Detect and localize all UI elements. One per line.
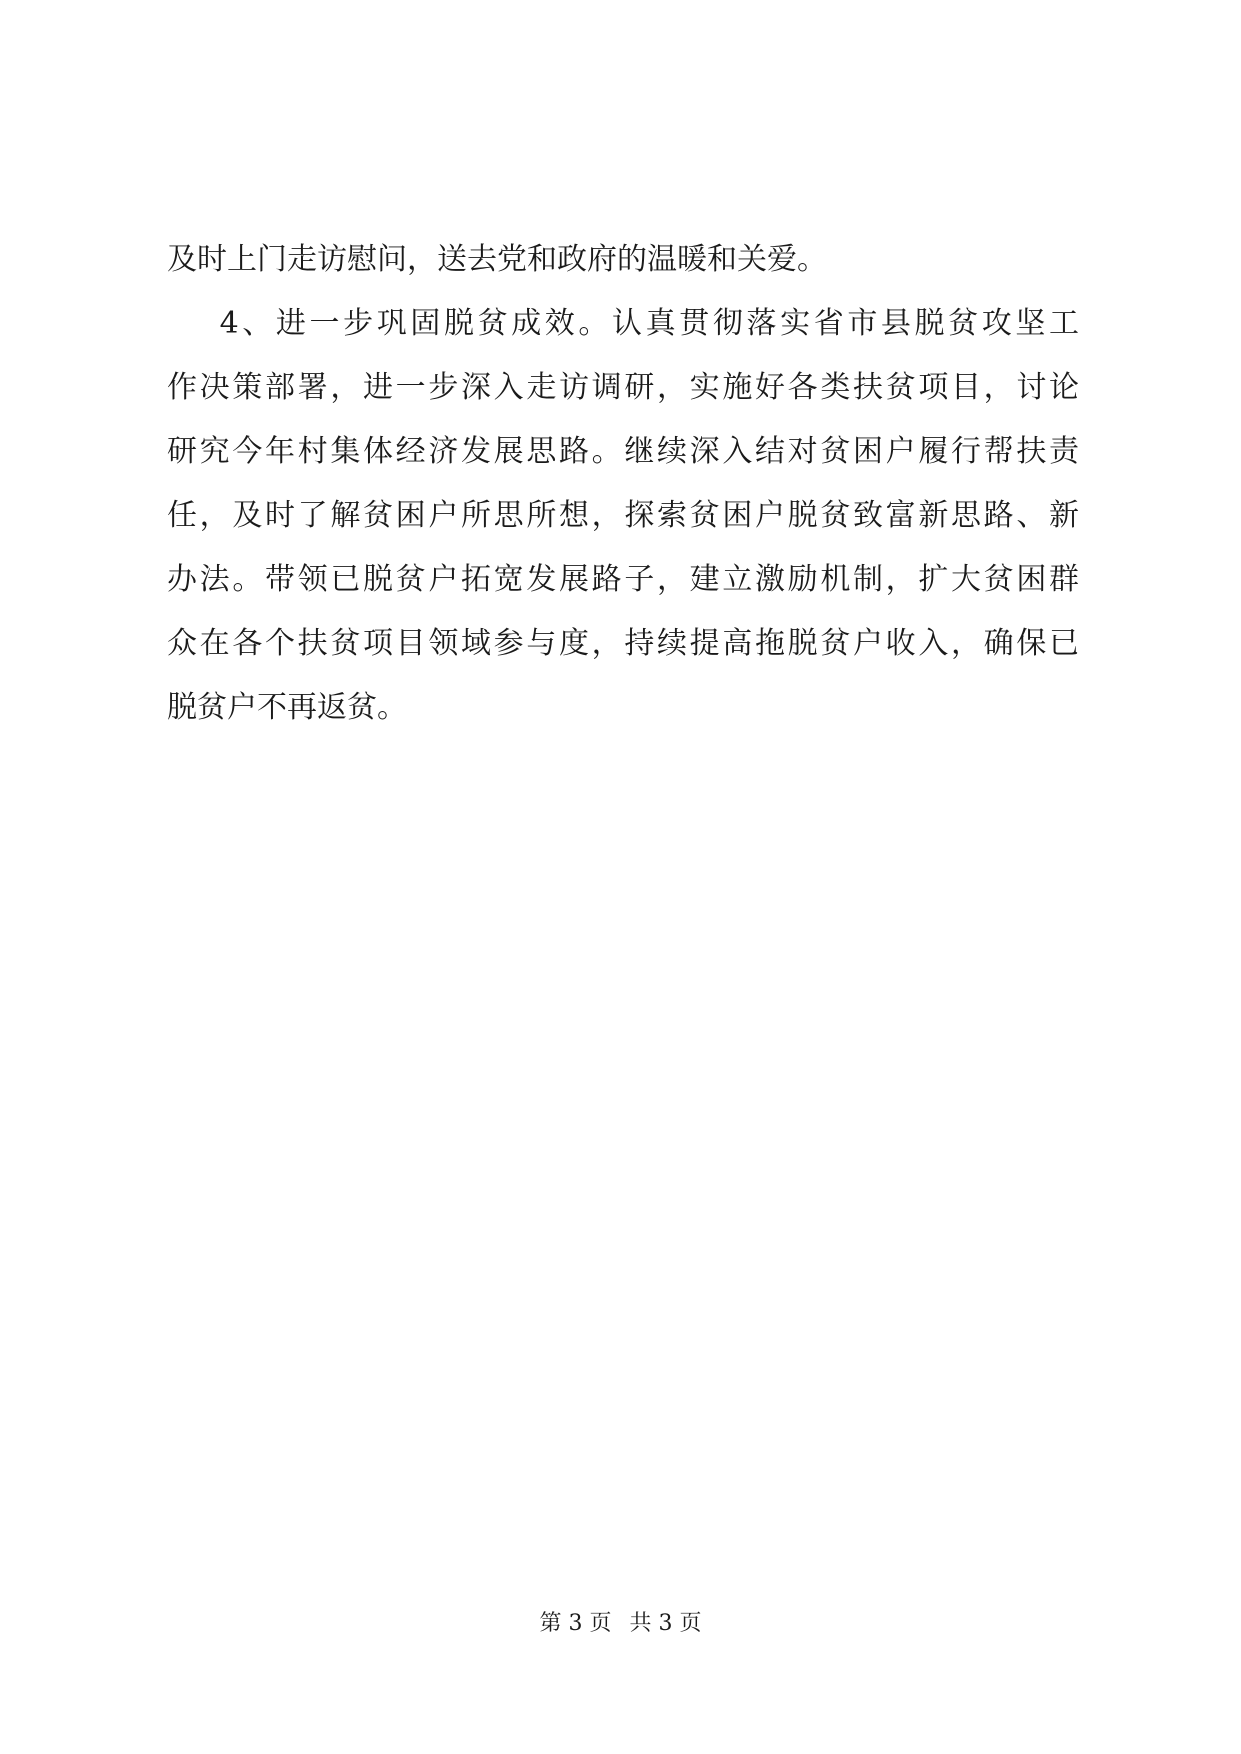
page-number-current: 第 3 页 <box>539 1611 612 1636</box>
body-text <box>167 232 1079 744</box>
text-line-8: 脱贫户不再返贫。 <box>167 690 407 725</box>
text-line-1: 及时上门走访慰问，送去党和政府的温暖和关爱。 <box>167 242 827 277</box>
text-line-4: 研究今年村集体经济发展思路。继续深入结对贫困户履行帮扶责 <box>167 434 1079 469</box>
text-line-5: 任，及时了解贫困户所思所想，探索贫困户脱贫致富新思路、新 <box>167 498 1079 533</box>
text-line-6: 办法。带领已脱贫户拓宽发展路子，建立激励机制，扩大贫困群 <box>167 562 1079 597</box>
page-number-total: 共 3 页 <box>629 1611 702 1636</box>
text-line-7: 众在各个扶贫项目领域参与度，持续提高拖脱贫户收入，确保已 <box>167 626 1079 661</box>
text-line-3: 作决策部署，进一步深入走访调研，实施好各类扶贫项目，讨论 <box>167 370 1079 405</box>
text-line-2: 4、进一步巩固脱贫成效。认真贯彻落实省市县脱贫攻坚工 <box>167 306 1079 341</box>
page-footer <box>0 1610 1241 1638</box>
